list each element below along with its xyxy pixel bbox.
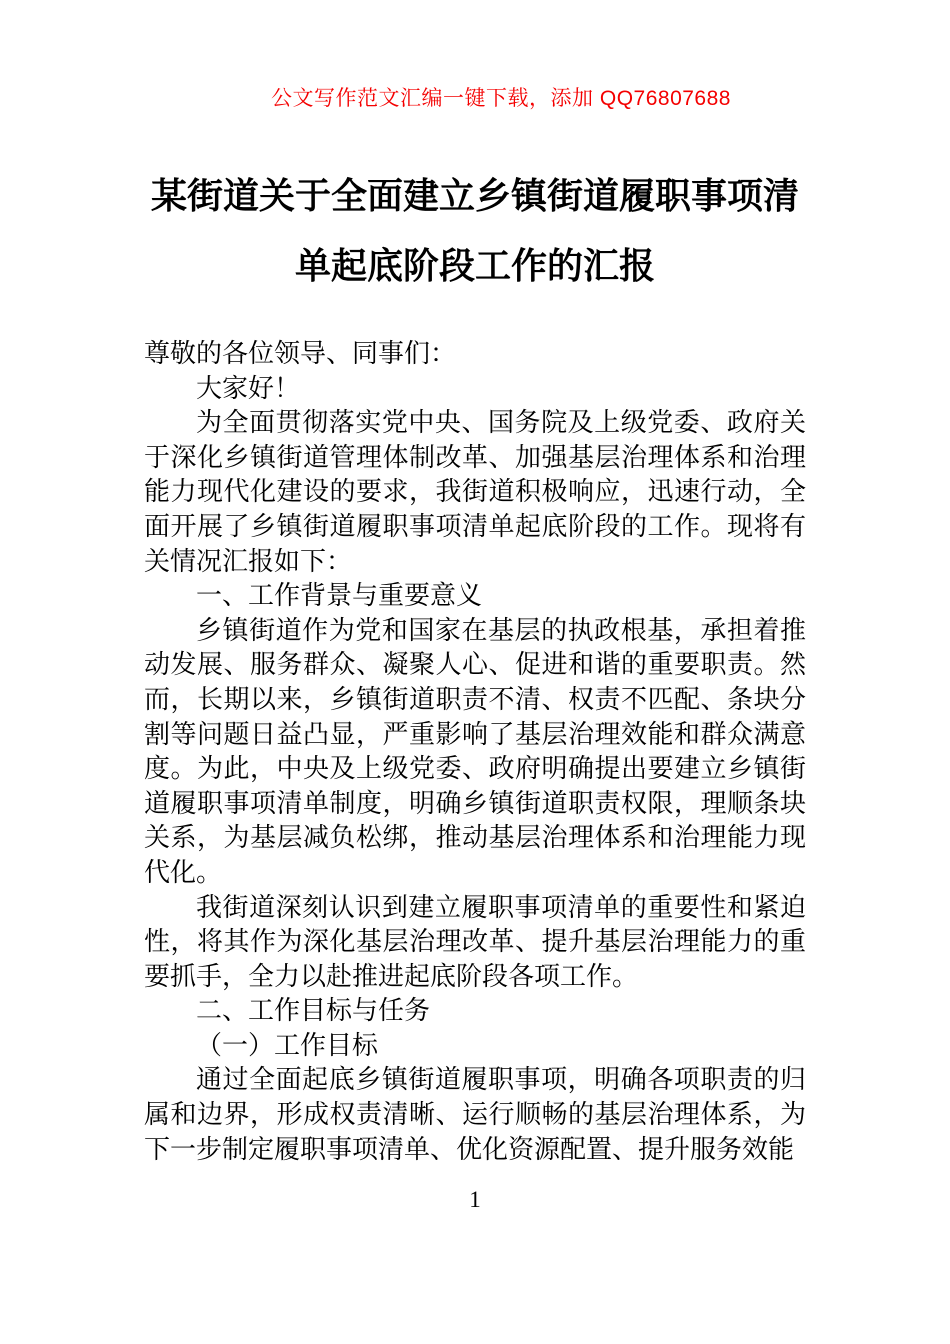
- paragraph-goals: 通过全面起底乡镇街道履职事项，明确各项职责的归属和边界，形成权责清晰、运行顺畅的基层治理体系，为下一步制定履职事项清单、优化资源配置、提升服务效能: [144, 1064, 806, 1164]
- promo-banner: 公文写作范文汇编一键下载，添加 QQ76807688: [271, 87, 731, 110]
- salutation: 尊敬的各位领导、同事们：: [144, 338, 457, 368]
- page-number: 1: [469, 1187, 481, 1212]
- title-line-1: 某街道关于全面建立乡镇街道履职事项清: [150, 175, 799, 216]
- paragraph-background-1: 乡镇街道作为党和国家在基层的执政根基，承担着推动发展、服务群众、凝聚人心、促进和谐的重要职责。然而，长期以来，乡镇街道职责不清、权责不匹配、条块分割等问题日益凸显，严重影响了基层治理效能和群众满意度。为此，中央及上级党委、政府明确提出要建立乡镇街道履职事项清单制度，明确乡镇街道职责权限，理顺条块关系，为基层减负松绑，推动基层治理体系和治理能力现代化。: [144, 614, 806, 887]
- paragraph-greeting: 大家好！: [196, 372, 301, 403]
- paragraph-background-2: 我街道深刻认识到建立履职事项清单的重要性和紧迫性，将其作为深化基层治理改革、提升基层治理能力的重要抓手，全力以赴推进起底阶段各项工作。: [144, 891, 806, 991]
- heading-section-2: 二、工作目标与任务: [196, 995, 431, 1026]
- heading-section-1: 一、工作背景与重要意义: [196, 580, 483, 611]
- document-body: [144, 336, 806, 1166]
- title-line-2: 单起底阶段工作的汇报: [294, 245, 655, 286]
- paragraph-intro: 为全面贯彻落实党中央、国务院及上级党委、政府关于深化乡镇街道管理体制改革、加强基层治理体系和治理能力现代化建设的要求，我街道积极响应，迅速行动，全面开展了乡镇街道履职事项清单起底阶段的工作。现将有关情况汇报如下：: [144, 407, 806, 576]
- document-title: [144, 161, 806, 301]
- heading-subsection-2-1: （一）工作目标: [196, 1029, 379, 1060]
